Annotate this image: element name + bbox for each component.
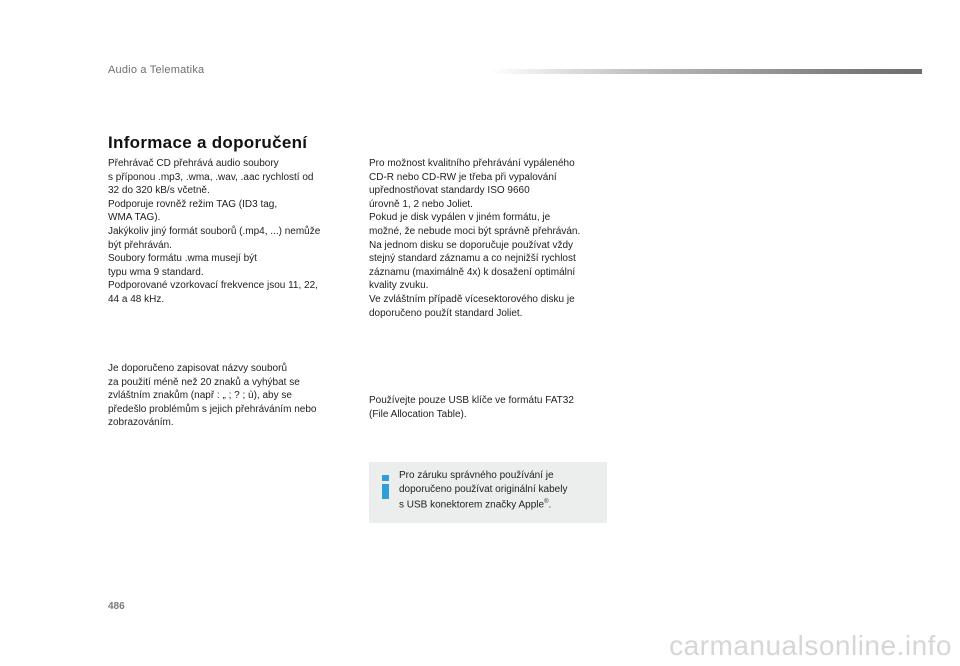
text-line: 32 do 320 kB/s včetně. <box>108 185 210 197</box>
text-line: zvláštním znakům (např : „ ; ? ; ù), aby se <box>108 390 292 402</box>
text-line: kvality zvuku. <box>369 280 429 292</box>
page-number: 486 <box>108 601 125 612</box>
info-box <box>369 462 607 523</box>
text-line: Ve zvláštním případě vícesektorového disku je <box>369 293 575 305</box>
watermark: carmanualsonline.info <box>669 630 952 661</box>
text-line: úrovně 1, 2 nebo Joliet. <box>369 198 473 210</box>
text-line: WMA TAG). <box>108 212 161 224</box>
text-line: Podporované vzorkovací frekvence jsou 11, 22, <box>108 280 318 292</box>
header-divider-bar <box>490 69 922 74</box>
text-line: Přehrávač CD přehrává audio soubory <box>108 158 279 169</box>
text-line: za použití méně než 20 znaků a vyhýbat se <box>108 376 300 388</box>
text-line: zobrazováním. <box>108 417 174 429</box>
text-line: typu wma 9 standard. <box>108 266 204 278</box>
text-line: být přehráván. <box>108 239 172 251</box>
info-icon-stem <box>382 484 389 499</box>
text-line: Pro možnost kvalitního přehrávání vypáleného <box>369 158 575 169</box>
text-line: s příponou .mp3, .wma, .wav, .aac rychlostí od <box>108 171 314 183</box>
right-paragraph-usb <box>369 394 574 421</box>
header-title: Audio a Telematika <box>108 64 205 76</box>
text-line: Pro záruku správného používání je <box>399 470 554 481</box>
text-line: 44 a 48 kHz. <box>108 293 165 305</box>
left-paragraph-formats <box>108 157 320 307</box>
right-paragraph-burning <box>369 157 580 320</box>
left-paragraph-filenames <box>108 362 316 430</box>
text-line: Na jednom disku se doporučuje používat vždy <box>369 239 574 251</box>
text-line: (File Allocation Table). <box>369 408 467 420</box>
text-line: Používejte pouze USB klíče ve formátu FAT32 <box>369 395 574 406</box>
text-line: záznamu (maximálně 4x) k dosažení optimální <box>369 266 576 278</box>
text-line: možné, že nebude moci být správně přehráván. <box>369 225 581 237</box>
text-line: doporučeno používat originální kabely <box>399 483 568 495</box>
info-box-text <box>399 469 567 512</box>
text-line: Podporuje rovněž režim TAG (ID3 tag, <box>108 198 278 210</box>
text-line: CD-R nebo CD-RW je třeba při vypalování <box>369 171 557 183</box>
text-line <box>399 496 567 512</box>
text-line: Je doporučeno zapisovat názvy souborů <box>108 363 288 374</box>
text-line: stejný standard záznamu a co nejnižší rychlost <box>369 253 576 265</box>
info-icon <box>381 475 391 499</box>
text-line: Pokud je disk vypálen v jiném formátu, je <box>369 212 551 224</box>
text-line: upřednostňovat standardy ISO 9660 <box>369 185 530 197</box>
text-line: Jakýkoliv jiný formát souborů (.mp4, ...) nemůže <box>108 225 321 237</box>
text-line: předešlo problémům s jejich přehráváním nebo <box>108 403 317 415</box>
section-heading: Informace a doporučení <box>108 133 308 152</box>
text-line: doporučeno použít standard Joliet. <box>369 307 523 319</box>
text-fragment: s USB konektorem značky Apple <box>399 499 545 511</box>
text-fragment: . <box>548 499 552 511</box>
text-line: Soubory formátu .wma musejí být <box>108 253 257 265</box>
info-icon-dot <box>382 475 389 481</box>
registered-mark: ® <box>544 499 549 506</box>
